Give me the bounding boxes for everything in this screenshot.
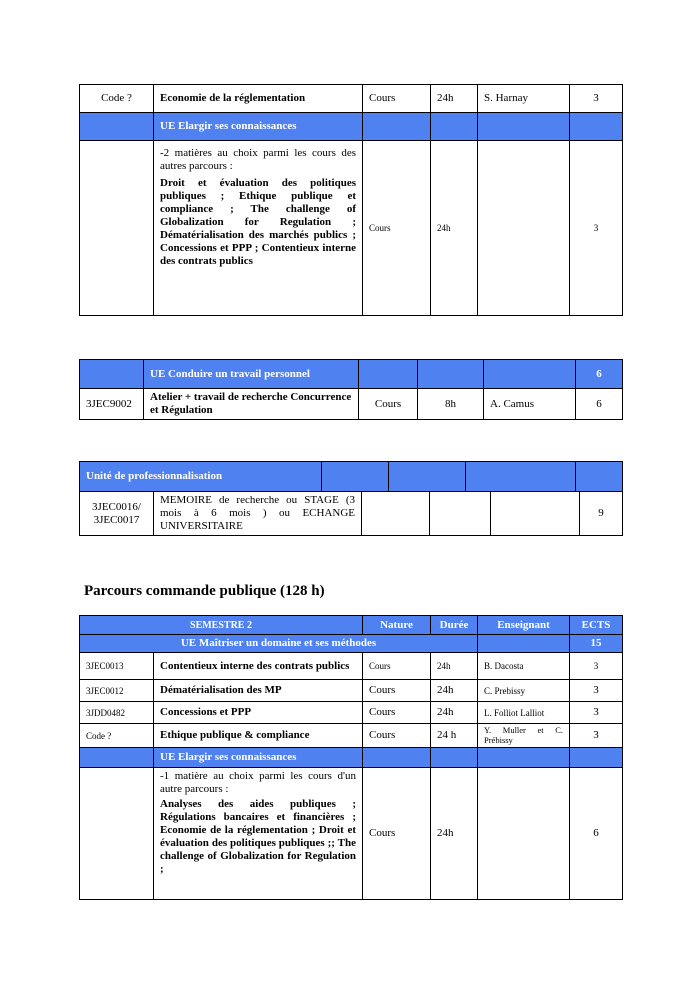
course-duration: 24 h [431,724,478,748]
table-row [80,702,623,724]
ue-header-row [80,635,623,653]
course-duration: 24h [431,141,478,316]
table-semestre-2 [79,615,623,900]
table-professionnalisation [79,461,623,492]
choice-list: Analyses des aides publiques ; Régulations bancaires et financières ; Economie de la réglementation ; Droit et évaluation des politiques publiques ;; The challenge of Globalization for Regulation ; [160,798,356,875]
course-nature: Cours [363,768,431,900]
choice-intro: -2 matières au choix parmi les cours des autres parcours : [160,147,356,172]
course-teacher: C. Prebissy [478,680,570,702]
course-title: Concessions et PPP [154,702,363,724]
course-code: 3JDD0482 [80,702,154,724]
header-ects: ECTS [570,616,623,635]
course-duration: 8h [418,389,484,420]
course-ects: 3 [570,653,623,680]
course-teacher: B. Dacosta [478,653,570,680]
table-professionnalisation-row [79,491,623,536]
course-code: 3JEC0013 [80,653,154,680]
ue-ects: 6 [576,360,623,389]
course-nature: Cours [359,389,418,420]
course-duration: 24h [431,653,478,680]
course-teacher: L. Folliot Lalliot [478,702,570,724]
course-ects: 6 [576,389,623,420]
table-row [80,768,623,900]
course-ects: 9 [580,492,623,536]
ue-header-label: UE Elargir ses connaissances [154,748,363,768]
ue-header-row [80,462,623,492]
course-duration: 24h [431,768,478,900]
ue-header-row [80,360,623,389]
course-teacher: S. Harnay [478,85,570,113]
table-row [80,141,623,316]
course-duration: 24h [431,680,478,702]
table-row [80,85,623,113]
course-code: 3JEC0016/ 3JEC0017 [80,492,154,536]
ue-header-label: UE Conduire un travail personnel [144,360,359,389]
header-duree: Durée [431,616,478,635]
header-nature: Nature [363,616,431,635]
course-code: Code ? [80,724,154,748]
table-row [80,680,623,702]
course-teacher: A. Camus [484,389,576,420]
section-title: Parcours commande publique (128 h) [84,583,325,599]
course-ects: 3 [570,141,623,316]
course-nature: Cours [363,141,431,316]
course-title: Atelier + travail de recherche Concurrence et Régulation [144,389,359,420]
course-ects: 6 [570,768,623,900]
course-title: Ethique publique & compliance [154,724,363,748]
course-code: 3JEC0012 [80,680,154,702]
course-ects: 3 [570,680,623,702]
course-teacher: Y. Muller et C. Prébissy [478,724,570,748]
course-title: Contentieux interne des contrats publics [154,653,363,680]
header-enseignant: Enseignant [478,616,570,635]
course-code: 3JEC9002 [80,389,144,420]
choice-intro: -1 matière au choix parmi les cours d'un autre parcours : [160,770,356,795]
ue-ects: 15 [570,635,623,653]
course-nature: Cours [363,680,431,702]
table-row [80,492,623,536]
course-nature: Cours [363,85,431,113]
header-semestre: SEMESTRE 2 [80,616,363,635]
ue-header-row [80,748,623,768]
course-duration: 24h [431,702,478,724]
course-nature: Cours [363,724,431,748]
course-nature: Cours [363,653,431,680]
course-ects: 3 [570,702,623,724]
course-duration: 24h [431,85,478,113]
course-title: Dématérialisation des MP [154,680,363,702]
ue-header-label: UE Elargir ses connaissances [154,113,363,141]
course-code: Code ? [80,85,154,113]
table-ue-elargir-1 [79,84,623,316]
table-row [80,653,623,680]
course-title: MEMOIRE de recherche ou STAGE (3 mois à 6 mois ) ou ECHANGE UNIVERSITAIRE [154,492,362,536]
ue-header-label: Unité de professionnalisation [80,462,322,492]
table-row [80,724,623,748]
choice-list: Droit et évaluation des politiques publiques ; Ethique publique et compliance ; The challenge of Globalization for Regulation ; Dématérialisation des marchés publics ; Concessions et PPP ; Contentieux interne des contrats publics [160,177,356,267]
course-title: Economie de la réglementation [154,85,363,113]
course-ects: 3 [570,724,623,748]
ue-header-label: UE Maîtriser un domaine et ses méthodes [80,635,478,653]
course-nature: Cours [363,702,431,724]
table-header-row [80,616,623,635]
table-row [80,389,623,420]
course-ects: 3 [570,85,623,113]
table-ue-travail-personnel [79,359,623,420]
ue-header-row [80,113,623,141]
